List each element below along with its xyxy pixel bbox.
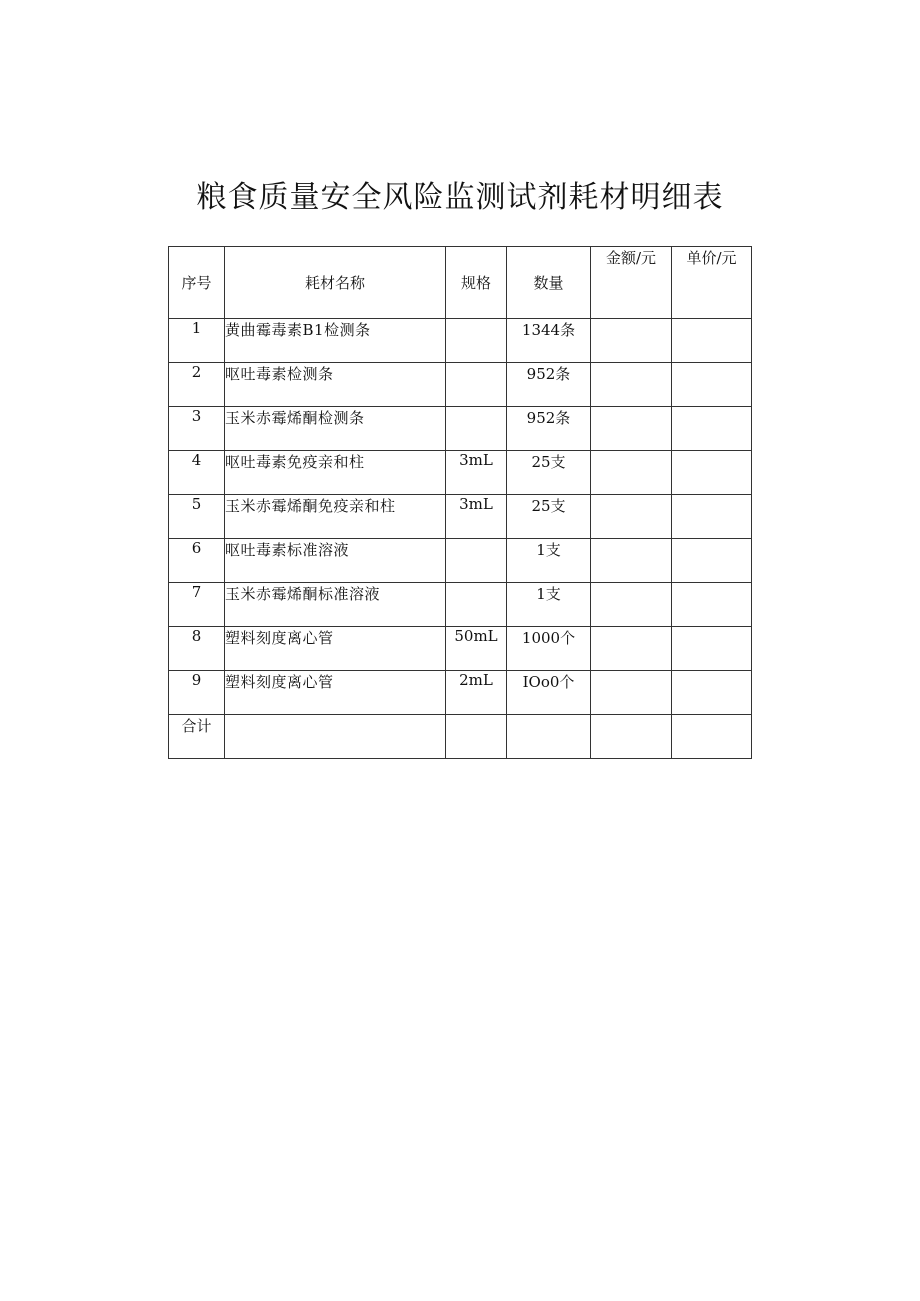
cell-unit-price — [672, 319, 752, 363]
cell-name: 呕吐毒素检测条 — [225, 363, 446, 407]
cell-qty: IOo0个 — [507, 671, 591, 715]
cell-qty: 1000个 — [507, 627, 591, 671]
header-amount: 金额/元 — [591, 247, 672, 319]
cell-name: 塑料刻度离心管 — [225, 627, 446, 671]
cell-qty: 25支 — [507, 495, 591, 539]
cell-amount — [591, 539, 672, 583]
table-row — [169, 495, 752, 539]
table-header-row — [169, 247, 752, 319]
cell-amount — [591, 363, 672, 407]
cell-unit-price — [672, 363, 752, 407]
header-unit-price: 单价/元 — [672, 247, 752, 319]
header-qty: 数量 — [507, 247, 591, 319]
table-row — [169, 583, 752, 627]
cell-spec — [446, 539, 507, 583]
table-row — [169, 319, 752, 363]
cell-name: 玉米赤霉烯酮标准溶液 — [225, 583, 446, 627]
cell-seq: 8 — [169, 627, 225, 671]
cell-amount — [591, 451, 672, 495]
cell-qty: 1支 — [507, 583, 591, 627]
table-row — [169, 627, 752, 671]
cell-seq: 6 — [169, 539, 225, 583]
cell-spec — [446, 583, 507, 627]
cell-name: 黄曲霉毒素B1检测条 — [225, 319, 446, 363]
cell-amount — [591, 495, 672, 539]
cell-amount — [591, 319, 672, 363]
cell-spec: 2mL — [446, 671, 507, 715]
cell-name: 呕吐毒素标准溶液 — [225, 539, 446, 583]
total-unit-price-cell — [672, 715, 752, 759]
cell-seq: 3 — [169, 407, 225, 451]
cell-spec: 3mL — [446, 451, 507, 495]
table-row — [169, 451, 752, 495]
table-row — [169, 671, 752, 715]
table-row — [169, 407, 752, 451]
table-total-row — [169, 715, 752, 759]
cell-name: 玉米赤霉烯酮检测条 — [225, 407, 446, 451]
cell-qty: 952条 — [507, 363, 591, 407]
cell-unit-price — [672, 495, 752, 539]
cell-name: 塑料刻度离心管 — [225, 671, 446, 715]
total-label: 合计 — [169, 715, 225, 759]
total-name-cell — [225, 715, 446, 759]
cell-seq: 4 — [169, 451, 225, 495]
cell-name: 玉米赤霉烯酮免疫亲和柱 — [225, 495, 446, 539]
cell-name: 呕吐毒素免疫亲和柱 — [225, 451, 446, 495]
cell-seq: 7 — [169, 583, 225, 627]
cell-amount — [591, 407, 672, 451]
cell-amount — [591, 671, 672, 715]
total-spec-cell — [446, 715, 507, 759]
cell-qty: 25支 — [507, 451, 591, 495]
cell-unit-price — [672, 671, 752, 715]
cell-unit-price — [672, 627, 752, 671]
cell-spec: 50mL — [446, 627, 507, 671]
cell-qty: 1支 — [507, 539, 591, 583]
cell-seq: 5 — [169, 495, 225, 539]
cell-spec — [446, 363, 507, 407]
cell-unit-price — [672, 583, 752, 627]
consumables-table — [168, 246, 752, 759]
cell-qty: 952条 — [507, 407, 591, 451]
cell-amount — [591, 583, 672, 627]
cell-spec — [446, 319, 507, 363]
cell-spec — [446, 407, 507, 451]
cell-seq: 1 — [169, 319, 225, 363]
cell-qty: 1344条 — [507, 319, 591, 363]
cell-seq: 2 — [169, 363, 225, 407]
total-amount-cell — [591, 715, 672, 759]
table-row — [169, 363, 752, 407]
document-title: 粮食质量安全风险监测试剂耗材明细表 — [196, 180, 724, 215]
cell-amount — [591, 627, 672, 671]
cell-spec: 3mL — [446, 495, 507, 539]
cell-unit-price — [672, 407, 752, 451]
header-seq: 序号 — [169, 247, 225, 319]
cell-unit-price — [672, 539, 752, 583]
cell-seq: 9 — [169, 671, 225, 715]
header-name: 耗材名称 — [225, 247, 446, 319]
header-spec: 规格 — [446, 247, 507, 319]
cell-unit-price — [672, 451, 752, 495]
table-row — [169, 539, 752, 583]
total-qty-cell — [507, 715, 591, 759]
